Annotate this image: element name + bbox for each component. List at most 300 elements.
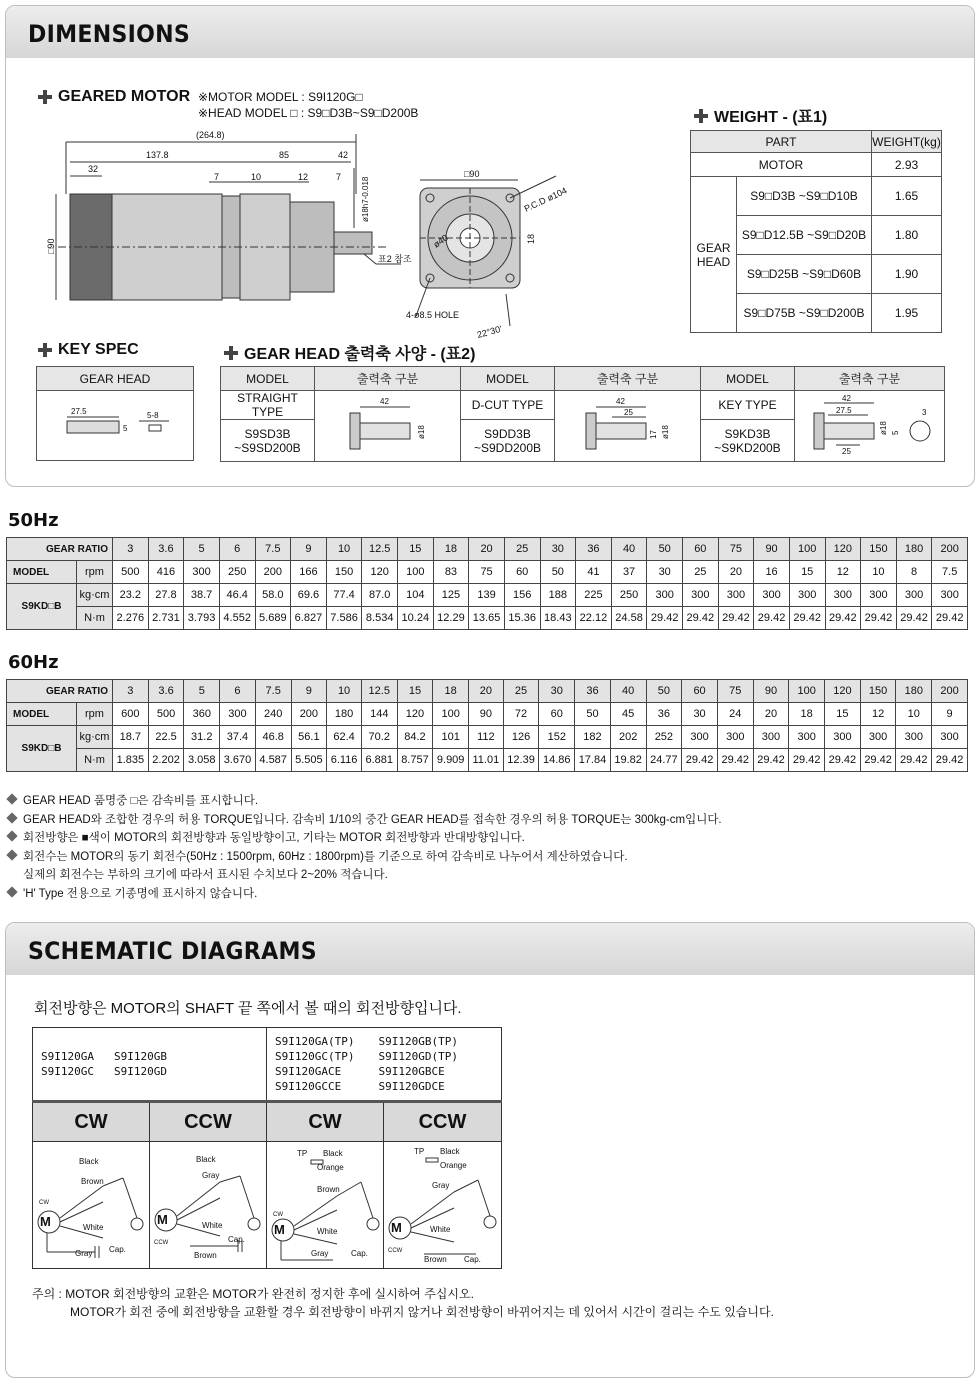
torque-nm-cell: 19.82 [610,749,646,772]
rpm-cell: 15 [789,561,825,584]
ratio-cell: 100 [789,538,825,561]
torque-nm-cell: 8.757 [397,749,433,772]
gear-ratio-header: GEAR RATIO [7,680,113,703]
rpm-cell: 9 [932,703,968,726]
torque-nm-cell: 5.689 [255,607,291,630]
ratio-cell: 3 [113,538,149,561]
remark-item: 회전방향은 ■색이 MOTOR의 회전방향과 동일방향이고, 기타는 MOTOR 회전방향과 반대방향입니다. [6,829,966,848]
torque-nm-cell: 3.793 [184,607,220,630]
rpm-cell: 12 [860,703,896,726]
cw-label: CW [33,1102,150,1142]
torque-kgcm-cell: 300 [789,726,825,749]
kgcm-label: kg·cm [77,726,113,749]
rpm-cell: 120 [397,703,433,726]
model-dcut: S9DD3B ~S9DD200B [461,420,555,462]
torque-nm-cell: 2.731 [148,607,184,630]
model-name-cell: S9KD□B [7,726,77,772]
motor-symbol: M [391,1220,402,1235]
torque-kgcm-cell: 300 [896,726,932,749]
torque-nm-cell: 11.01 [469,749,504,772]
ratio-cell: 36 [575,680,611,703]
head-model-note: ※HEAD MODEL □ : S9□D3B~S9□D200B [198,106,419,120]
ratio-cell: 50 [647,538,683,561]
motor-symbol: M [274,1222,285,1237]
dcut-dim-17: 17 [648,429,658,439]
model-name: S9I120GD [113,1065,167,1078]
ratio-cell: 9 [291,538,327,561]
ratio-cell: 18 [433,680,469,703]
rpm-cell: 100 [433,703,469,726]
weight-col-weight: WEIGHT(kg) [872,131,942,153]
cw-label: CW [267,1102,384,1142]
torque-kgcm-cell: 87.0 [362,584,398,607]
ccw-label: CCW [150,1102,267,1142]
wire-gray: Gray [432,1181,450,1190]
torque-nm-cell: 13.65 [469,607,505,630]
col-model: MODEL [461,367,555,391]
col-model: MODEL [701,367,795,391]
ratio-cell: 7.5 [255,538,291,561]
torque-nm-cell: 29.42 [825,607,861,630]
rpm-cell: 100 [398,561,434,584]
key-spec-heading [38,341,139,359]
rpm-cell: 7.5 [932,561,968,584]
rpm-label: rpm [77,561,113,584]
torque-nm-cell: 12.29 [433,607,469,630]
schematic-panel [5,922,975,1378]
model-header: MODEL [7,561,77,584]
wire-orange: Orange [440,1161,467,1170]
torque-nm-cell: 3.058 [184,749,220,772]
spec-table-50hz [6,537,968,630]
ratio-cell: 15 [397,680,433,703]
ratio-cell: 15 [398,538,434,561]
ratio-cell: 90 [753,680,789,703]
ccw-small-label: CCW [388,1248,403,1254]
torque-nm-cell: 29.42 [718,607,754,630]
torque-nm-cell: 4.552 [219,607,255,630]
thermal-protector-label: TP [297,1149,308,1158]
gearhead-output-title: GEAR HEAD 출력축 사양 - (표2) [244,346,476,363]
weight-table [690,130,942,333]
rpm-cell: 500 [148,703,184,726]
torque-nm-cell: 6.881 [361,749,397,772]
ratio-cell: 3 [113,680,149,703]
caution [32,1285,774,1321]
dia40-label: ø40 [431,232,450,250]
dim-137: 137.8 [146,150,169,160]
capacitor-label: Cap. [351,1249,368,1258]
wire-brown: Brown [194,1251,217,1260]
model-key: S9KD3B ~S9KD200B [701,420,795,462]
capacitor-label: Cap. [228,1235,245,1244]
torque-nm-cell: 8.534 [362,607,398,630]
wire-brown: Brown [81,1177,104,1186]
weight-heading [694,104,827,127]
torque-kgcm-cell: 37.4 [220,726,256,749]
rpm-cell: 600 [113,703,149,726]
torque-nm-cell: 2.202 [148,749,184,772]
dim-42: 42 [338,150,349,160]
torque-kgcm-cell: 22.5 [148,726,184,749]
ratio-cell: 180 [896,680,932,703]
dim-10: 10 [251,172,262,182]
rpm-cell: 10 [896,703,932,726]
dim-shaft: ø18h7-0.018 [361,176,370,222]
dcut-dim-25: 25 [623,407,633,417]
torque-kgcm-cell: 300 [932,726,968,749]
torque-kgcm-cell: 182 [575,726,611,749]
rpm-cell: 60 [539,703,575,726]
rpm-cell: 75 [469,561,505,584]
kgcm-label: kg·cm [77,584,113,607]
torque-nm-cell: 29.42 [932,607,968,630]
dcut-dim-18: ø18 [660,424,670,439]
straight-dim-42: 42 [379,396,389,406]
weight-value: 1.80 [872,216,942,255]
key-spec-table [36,366,194,461]
torque-nm-cell: 29.42 [860,749,896,772]
ratio-cell: 20 [469,680,504,703]
caution-label: 주의 : [32,1287,62,1301]
torque-nm-cell: 29.42 [896,749,932,772]
torque-kgcm-cell: 300 [682,726,718,749]
ratio-cell: 120 [825,538,861,561]
rpm-cell: 50 [575,703,611,726]
torque-nm-cell: 1.835 [113,749,149,772]
group1-models [33,1028,267,1102]
ratio-cell: 36 [576,538,612,561]
ratio-cell: 18 [433,538,469,561]
rpm-cell: 16 [754,561,790,584]
col-type: 출력축 구분 [555,367,701,391]
wire-orange: Orange [317,1163,344,1172]
ratio-cell: 30 [540,538,576,561]
rpm-cell: 90 [469,703,504,726]
straight-dim-18: ø18 [416,424,426,439]
torque-kgcm-cell: 156 [504,584,540,607]
torque-kgcm-cell: 27.8 [148,584,184,607]
ratio-cell: 200 [932,680,968,703]
spec-table-60hz [6,679,968,772]
wire-brown: Brown [424,1255,447,1264]
geared-motor-heading [38,88,190,106]
rpm-cell: 41 [576,561,612,584]
model-name: S9I120GA [41,1050,94,1063]
ratio-cell: 12.5 [361,680,397,703]
model-name: S9I120GD(TP) [378,1050,458,1063]
rpm-cell: 30 [682,703,718,726]
dim-12: 12 [298,172,309,182]
cw-small-label: CW [273,1212,283,1218]
rpm-cell: 120 [362,561,398,584]
torque-kgcm-cell: 300 [717,726,753,749]
torque-kgcm-cell: 300 [647,584,683,607]
wire-brown: Brown [317,1185,340,1194]
rpm-cell: 144 [361,703,397,726]
geared-motor-label: GEARED MOTOR [58,88,191,105]
rpm-cell: 500 [113,561,149,584]
diamond-bullet-icon [6,812,17,823]
ratio-cell: 25 [503,680,539,703]
key-dim-18: ø18 [878,420,888,435]
rpm-cell: 8 [896,561,932,584]
diamond-bullet-icon [6,886,17,897]
wire-black: Black [79,1157,99,1166]
dim-7b: 7 [336,172,342,182]
rpm-cell: 15 [825,703,861,726]
caution-line-1: MOTOR 회전방향의 교환은 MOTOR가 완전히 정지한 후에 실시하여 주십시오. [65,1287,474,1301]
dim18-label: 18 [526,233,536,244]
torque-kgcm-cell: 300 [683,584,719,607]
dimensions-panel [5,5,975,487]
angle-label: 22°30' [475,323,503,340]
weight-title: WEIGHT - (표1) [714,109,828,126]
rpm-cell: 24 [717,703,753,726]
ratio-cell: 20 [469,538,505,561]
torque-nm-cell: 29.42 [825,749,861,772]
weight-value: 1.95 [872,294,942,333]
dimensions-header [6,6,974,58]
capacitor-label: Cap. [464,1255,481,1264]
motor-symbol: M [157,1212,168,1227]
torque-nm-cell: 29.42 [717,749,753,772]
torque-kgcm-cell: 139 [469,584,505,607]
ratio-cell: 6 [219,538,255,561]
ratio-cell: 25 [504,538,540,561]
group2-models [267,1028,502,1102]
model-name: S9I120GC [41,1065,94,1078]
torque-kgcm-cell: 188 [540,584,576,607]
rpm-cell: 166 [291,561,327,584]
ratio-cell: 150 [860,680,896,703]
torque-nm-cell: 22.12 [576,607,612,630]
torque-nm-cell: 29.42 [754,607,790,630]
torque-nm-cell: 5.505 [291,749,327,772]
gearhead-output-table [220,366,945,462]
torque-nm-cell: 24.77 [646,749,682,772]
torque-nm-cell: 4.587 [255,749,291,772]
torque-nm-cell: 24.58 [611,607,647,630]
remark-item: 실제의 회전수는 부하의 크기에 따라서 표시된 수치보다 2~20% 적습니다. [23,869,388,881]
remarks [6,792,966,903]
wire-gray: Gray [202,1171,220,1180]
col-type: 출력축 구분 [315,367,461,391]
key-dim-58: 5-8 [147,411,159,420]
ratio-cell: 180 [896,538,932,561]
torque-nm-cell: 14.86 [539,749,575,772]
straight-shaft-drawing [316,393,460,457]
torque-kgcm-cell: 126 [503,726,539,749]
type-key: KEY TYPE [701,391,795,420]
rpm-cell: 20 [753,703,789,726]
torque-nm-cell: 29.42 [789,749,825,772]
weight-col-part: PART [691,131,872,153]
model-name: S9I120GCCE [275,1080,342,1093]
model-header: MODEL [7,703,77,726]
key-dim-5: 5 [123,424,128,433]
rpm-label: rpm [77,703,113,726]
torque-kgcm-cell: 18.7 [113,726,149,749]
torque-nm-cell: 6.827 [291,607,327,630]
ratio-cell: 100 [789,680,825,703]
ratio-cell: 3.6 [148,538,184,561]
weight-part: S9□D12.5B ~S9□D20B [737,216,872,255]
torque-kgcm-cell: 69.6 [291,584,327,607]
key-spec-drawing [37,391,193,457]
hz50-title: 50Hz [8,510,59,531]
torque-nm-cell: 29.42 [682,749,718,772]
ratio-cell: 60 [683,538,719,561]
thermal-protector-label: TP [414,1147,425,1156]
ratio-cell: 6 [220,680,256,703]
rpm-cell: 240 [255,703,291,726]
motor-symbol: M [40,1214,51,1229]
schematic-title: SCHEMATIC DIAGRAMS [28,937,317,965]
front-side: □90 [464,169,480,179]
wiring-diagram-tp-cw [267,1142,384,1269]
plus-icon [224,346,238,360]
torque-nm-cell: 18.43 [540,607,576,630]
key-dim-42: 42 [841,393,851,403]
diamond-bullet-icon [6,793,17,804]
dcut-dim-42: 42 [615,396,625,406]
ccw-label: CCW [384,1102,502,1142]
rpm-cell: 72 [503,703,539,726]
wire-gray: Gray [311,1249,329,1258]
torque-nm-cell: 29.42 [647,607,683,630]
caution-line-2: MOTOR가 회전 중에 회전방향을 교환할 경우 회전방향이 바뀌지 않거나 회전방향이 바뀌어지는 데 있어서 시간이 걸리는 수도 있습니다. [70,1305,774,1319]
model-name: S9I120GA(TP) [275,1035,355,1048]
model-name: S9I120GACE [275,1065,342,1078]
ratio-cell: 7.5 [255,680,291,703]
rpm-cell: 20 [718,561,754,584]
model-name: S9I120GB [113,1050,167,1063]
weight-part: S9□D3B ~S9□D10B [737,177,872,216]
col-type: 출력축 구분 [795,367,945,391]
schematic-intro: 회전방향은 MOTOR의 SHAFT 끝 쪽에서 볼 때의 회전방향입니다. [34,1000,462,1017]
wire-black: Black [196,1155,216,1164]
ratio-cell: 60 [682,680,718,703]
wiring-diagram-ccw [150,1142,267,1269]
schematic-table [32,1027,502,1269]
rpm-cell: 18 [789,703,825,726]
model-name: S9I120GDCE [378,1080,445,1093]
rpm-cell: 180 [327,703,362,726]
torque-kgcm-cell: 252 [646,726,682,749]
torque-kgcm-cell: 300 [860,726,896,749]
weight-value: 1.90 [872,255,942,294]
model-name: S9I120GB(TP) [378,1035,458,1048]
dcut-shaft-drawing [556,393,700,457]
type-dcut: D-CUT TYPE [461,391,555,420]
wiring-diagram-tp-ccw [384,1142,502,1269]
torque-kgcm-cell: 31.2 [184,726,220,749]
torque-nm-cell: 17.84 [575,749,611,772]
torque-nm-cell: 29.42 [753,749,789,772]
key-spec-title: KEY SPEC [58,341,139,358]
dim-7a: 7 [214,172,220,182]
schematic-header [6,923,974,975]
rpm-cell: 36 [646,703,682,726]
rpm-cell: 200 [255,561,291,584]
ratio-cell: 40 [611,538,647,561]
remark-item: 'H' Type 전용으로 기종명에 표시하지 않습니다. [6,885,966,904]
torque-kgcm-cell: 300 [718,584,754,607]
dim-total: (264.8) [196,130,225,140]
torque-nm-cell: 10.24 [398,607,434,630]
torque-nm-cell: 2.276 [113,607,149,630]
key-dim-27: 27.5 [71,407,87,416]
torque-kgcm-cell: 70.2 [361,726,397,749]
model-name-cell: S9KD□B [7,584,77,630]
rpm-cell: 300 [220,703,256,726]
rpm-cell: 416 [148,561,184,584]
motor-side-drawing [46,124,416,324]
ratio-cell: 50 [646,680,682,703]
torque-nm-cell: 6.116 [327,749,362,772]
torque-nm-cell: 29.42 [932,749,968,772]
key-dim-275: 27.5 [835,405,852,415]
torque-kgcm-cell: 225 [576,584,612,607]
torque-nm-cell: 7.586 [326,607,362,630]
torque-kgcm-cell: 58.0 [255,584,291,607]
ccw-small-label: CCW [154,1240,169,1246]
remark-item: GEAR HEAD 품명중 □은 감속비를 표시합니다. [6,792,966,811]
remark-item: 회전수는 MOTOR의 동기 회전수(50Hz : 1500rpm, 60Hz : 1800rpm)를 기준으로 하여 감속비로 나누어서 계산하였습니다. [6,848,966,867]
torque-nm-cell: 9.909 [433,749,469,772]
remark-item: GEAR HEAD와 조합한 경우의 허용 TORQUE입니다. 감속비 1/10의 중간 GEAR HEAD를 접속한 경우의 허용 TORQUE는 300kg-cm입니다. [6,811,966,830]
torque-kgcm-cell: 46.8 [255,726,291,749]
weight-part: S9□D25B ~S9□D60B [737,255,872,294]
plus-icon [694,109,708,123]
weight-value: 1.65 [872,177,942,216]
rpm-cell: 250 [219,561,255,584]
nm-label: N·m [77,749,113,772]
nm-label: N·m [77,607,113,630]
key-shaft-drawing [798,393,942,457]
rpm-cell: 300 [184,561,220,584]
wire-white: White [202,1221,223,1230]
wire-white: White [317,1227,338,1236]
diamond-bullet-icon [6,830,17,841]
ratio-cell: 75 [717,680,753,703]
model-name: S9I120GC(TP) [275,1050,355,1063]
weight-motor-label: MOTOR [691,153,872,177]
torque-kgcm-cell: 46.4 [219,584,255,607]
cw-small-label: CW [39,1200,49,1206]
key-dim-3: 3 [921,407,926,417]
torque-kgcm-cell: 300 [789,584,825,607]
ratio-cell: 150 [861,538,897,561]
rpm-cell: 83 [433,561,469,584]
ratio-cell: 200 [932,538,968,561]
torque-nm-cell: 3.670 [220,749,256,772]
torque-kgcm-cell: 300 [861,584,897,607]
gearhead-output-heading [224,341,475,364]
rpm-cell: 45 [610,703,646,726]
type-straight: STRAIGHT TYPE [221,391,315,420]
torque-kgcm-cell: 38.7 [184,584,220,607]
rpm-cell: 50 [540,561,576,584]
motor-front-drawing [406,166,576,346]
weight-part: S9□D75B ~S9□D200B [737,294,872,333]
rpm-cell: 200 [291,703,327,726]
torque-kgcm-cell: 62.4 [327,726,362,749]
wire-gray: Gray [75,1249,93,1258]
ratio-cell: 5 [184,680,220,703]
col-model: MODEL [221,367,315,391]
